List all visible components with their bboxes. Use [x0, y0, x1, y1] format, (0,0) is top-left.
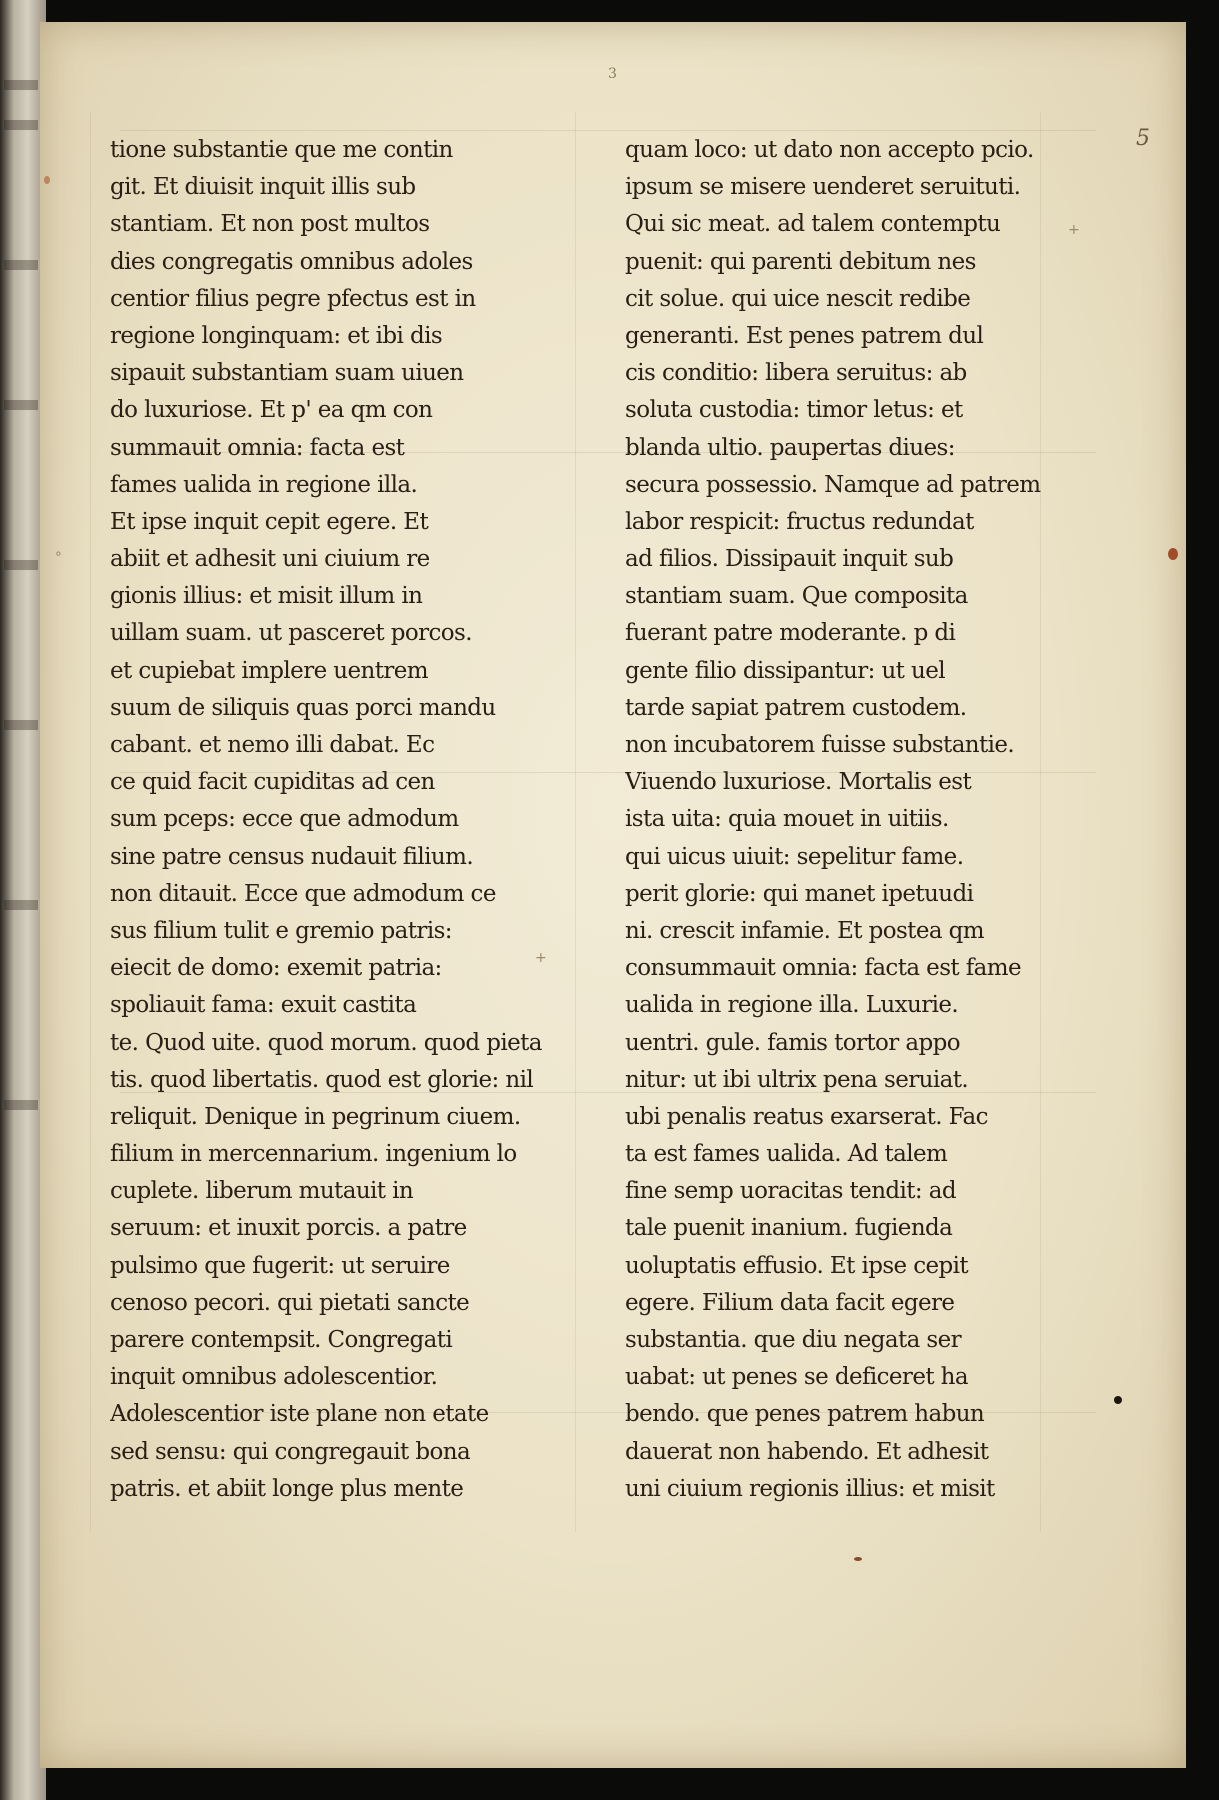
text-line: tis. quod libertatis. quod est glorie: nil — [110, 1066, 534, 1093]
page-number: 3 — [608, 66, 617, 82]
text-line: spoliauit fama: exuit castita — [110, 992, 417, 1019]
adjacent-page-text-fragment — [4, 1100, 38, 1110]
text-line: cit solue. qui uice nescit redibe — [625, 285, 971, 312]
ink-dot — [1114, 1396, 1122, 1404]
manuscript-folio — [40, 22, 1186, 1768]
ink-dot — [854, 1557, 862, 1561]
text-line: reliquit. Denique in pegrinum ciuem. — [110, 1103, 521, 1130]
text-line: labor respicit: fructus redundat — [625, 508, 974, 535]
text-line: cenoso pecori. qui pietati sancte — [110, 1289, 470, 1316]
text-line: dauerat non habendo. Et adhesit — [625, 1438, 989, 1465]
text-line: soluta custodia: timor letus: et — [625, 397, 963, 424]
text-line: qui uicus uiuit: sepelitur fame. — [625, 843, 964, 870]
right-text-column — [625, 132, 1065, 1508]
text-line: seruum: et inuxit porcis. a patre — [110, 1215, 467, 1242]
adjacent-page-text-fragment — [4, 80, 38, 90]
text-line: Adolescentior iste plane non etate — [110, 1401, 489, 1428]
ruling-prick-mark: + — [1068, 222, 1080, 238]
text-line: git. Et diuisit inquit illis sub — [110, 174, 416, 201]
text-line: abiit et adhesit uni ciuium re — [110, 546, 430, 573]
text-line: fine semp uoracitas tendit: ad — [625, 1178, 957, 1205]
text-line: uillam suam. ut pasceret porcos. — [110, 620, 472, 647]
text-line: ubi penalis reatus exarserat. Fac — [625, 1103, 988, 1130]
text-line: suum de siliquis quas porci mandu — [110, 694, 496, 721]
text-line: ipsum se misere uenderet seruituti. — [625, 174, 1021, 201]
text-line: bendo. que penes patrem habun — [625, 1401, 985, 1428]
text-line: pulsimo que fugerit: ut seruire — [110, 1252, 450, 1279]
adjacent-page-text-fragment — [4, 120, 38, 130]
text-line: et cupiebat implere uentrem — [110, 657, 429, 684]
text-line: uni ciuium regionis illius: et misit — [625, 1475, 995, 1502]
text-line: do luxuriose. Et p' ea qm con — [110, 397, 433, 424]
text-line: gente filio dissipantur: ut uel — [625, 657, 945, 684]
text-line: egere. Filium data facit egere — [625, 1289, 955, 1316]
text-line: fames ualida in regione illa. — [110, 471, 418, 498]
text-line: generanti. Est penes patrem dul — [625, 322, 984, 349]
left-text-column — [110, 132, 550, 1508]
text-line: uentri. gule. famis tortor appo — [625, 1029, 960, 1056]
ink-stain — [1168, 548, 1178, 560]
text-line: fuerant patre moderante. p di — [625, 620, 956, 647]
text-line: summauit omnia: facta est — [110, 434, 405, 461]
text-line: sine patre census nudauit filium. — [110, 843, 474, 870]
adjacent-page-text-fragment — [4, 900, 38, 910]
text-line: eiecit de domo: exemit patria: — [110, 955, 442, 982]
text-line: regione longinquam: et ibi dis — [110, 322, 443, 349]
margin-ruling — [90, 112, 91, 1532]
text-line: substantia. que diu negata ser — [625, 1327, 962, 1353]
text-line: uoluptatis effusio. Et ipse cepit — [625, 1252, 969, 1279]
text-line: Qui sic meat. ad talem contemptu — [625, 211, 1001, 238]
text-line: quam loco: ut dato non accepto pcio. — [625, 137, 1034, 163]
text-line: ad filios. Dissipauit inquit sub — [625, 546, 954, 573]
ruling-prick-mark: + — [535, 950, 547, 966]
ruling-line — [120, 130, 1096, 131]
ink-stain — [44, 176, 50, 184]
text-line: sus filium tulit e gremio patris: — [110, 917, 452, 944]
text-line: tale puenit inanium. fugienda — [625, 1215, 953, 1242]
folio-number: 5 — [1136, 126, 1150, 151]
text-line: nitur: ut ibi ultrix pena seruiat. — [625, 1066, 969, 1093]
text-line: Et ipse inquit cepit egere. Et — [110, 508, 429, 535]
text-line: cis conditio: libera seruitus: ab — [625, 360, 967, 387]
text-line: ta est fames ualida. Ad talem — [625, 1141, 948, 1168]
text-line: blanda ultio. paupertas diues: — [625, 434, 955, 461]
adjacent-page-text-fragment — [4, 400, 38, 410]
text-line: consummauit omnia: facta est fame — [625, 955, 1021, 982]
text-line: stantiam suam. Que composita — [625, 583, 968, 610]
margin-ruling — [575, 112, 576, 1532]
text-line: cuplete. liberum mutauit in — [110, 1178, 414, 1205]
text-line: ce quid facit cupiditas ad cen — [110, 769, 435, 796]
text-line: inquit omnibus adolescentior. — [110, 1364, 438, 1391]
text-line: Viuendo luxuriose. Mortalis est — [625, 769, 972, 796]
text-line: gionis illius: et misit illum in — [110, 583, 423, 610]
text-line: sum pceps: ecce que admodum — [110, 806, 459, 833]
text-line: ualida in regione illa. Luxurie. — [625, 992, 959, 1019]
adjacent-page-text-fragment — [4, 560, 38, 570]
adjacent-page-text-fragment — [4, 720, 38, 730]
text-line: secura possessio. Namque ad patrem — [625, 471, 1041, 498]
text-line: parere contempsit. Congregati — [110, 1327, 453, 1353]
text-line: sipauit substantiam suam uiuen — [110, 360, 464, 387]
text-line: cabant. et nemo illi dabat. Ec — [110, 732, 435, 758]
text-line: perit glorie: qui manet ipetuudi — [625, 880, 974, 907]
text-line: centior filius pegre pfectus est in — [110, 285, 476, 312]
text-line: non ditauit. Ecce que admodum ce — [110, 880, 496, 907]
text-line: stantiam. Et non post multos — [110, 211, 430, 238]
text-line: uabat: ut penes se deficeret ha — [625, 1364, 969, 1391]
text-line: sed sensu: qui congregauit bona — [110, 1438, 471, 1465]
text-line: ista uita: quia mouet in uitiis. — [625, 806, 949, 833]
adjacent-page-text-fragment — [4, 260, 38, 270]
text-line: puenit: qui parenti debitum nes — [625, 248, 976, 275]
text-line: non incubatorem fuisse substantie. — [625, 732, 1015, 758]
text-line: patris. et abiit longe plus mente — [110, 1475, 464, 1502]
text-line: dies congregatis omnibus adoles — [110, 248, 473, 275]
text-line: te. Quod uite. quod morum. quod pieta — [110, 1029, 542, 1056]
margin-mark: ∘ — [54, 546, 63, 562]
text-line: tarde sapiat patrem custodem. — [625, 694, 967, 721]
text-line: filium in mercennarium. ingenium lo — [110, 1141, 517, 1168]
text-line: tione substantie que me contin — [110, 137, 453, 163]
text-line: ni. crescit infamie. Et postea qm — [625, 917, 984, 944]
